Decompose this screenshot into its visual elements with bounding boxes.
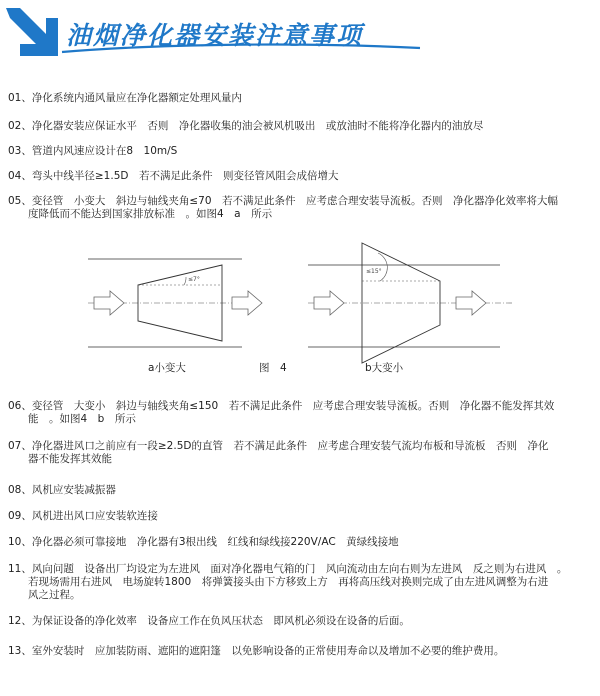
item-text: 净化器安装应保证水平 否则 净化器收集的油会被风机吸出 或放油时不能将净化器内的油放尽: [31, 120, 484, 132]
angle-label-a: ≤7°: [188, 276, 200, 283]
item-text-cont: 能 。如图4 b 所示: [28, 413, 136, 425]
list-item-13: 13、室外安装时 应加装防雨、遮阳的遮阳篷 以免影响设备的正常使用寿命以及增加不必要的维护费用。: [8, 645, 505, 657]
item-text: 变径管 小变大 斜边与轴线夹角≤70 若不满足此条件 应考虑合理安装导流板。否则 净化器净化效率将大幅: [31, 195, 559, 207]
figure-4: [80, 237, 530, 377]
list-item-08: 08、风机应安装减振器: [8, 484, 116, 496]
figure-caption: 图 4: [259, 362, 287, 374]
figure-a-diagram: [88, 259, 262, 347]
item-text: 风机应安装减振器: [31, 484, 116, 496]
item-text: 为保证设备的净化效率 设备应工作在负风压状态 即风机必须设在设备的后面。: [31, 615, 410, 627]
list-item-04: 04、弯头中线半径≥1.5D 若不满足此条件 则变径管风阻会成倍增大: [8, 170, 339, 182]
item-text: 变径管 大变小 斜边与轴线夹角≤150 若不满足此条件 应考虑合理安装导流板。否则 净化器不能发挥其效: [31, 400, 555, 412]
flow-arrow-in-b: [314, 291, 344, 315]
page-header: [0, 0, 600, 62]
figure-label-a: a小变大: [148, 362, 186, 374]
angle-label-b: ≤15°: [366, 268, 382, 275]
item-text-cont-2: 风之过程。: [28, 589, 81, 601]
list-item-03: 03、管道内风速应设计在8 10m/S: [8, 145, 178, 157]
list-item-09: 09、风机进出风口应安装软连接: [8, 510, 158, 522]
item-text: 风向问题 设备出厂均设定为左进风 面对净化器电气箱的门 风向流动由左向右则为左进风 反之则为右进风 。: [31, 563, 568, 575]
figure-b-diagram: [308, 243, 512, 363]
item-text-cont: 器不能发挥其效能: [28, 453, 112, 465]
list-item-10: 10、净化器必须可靠接地 净化器有3根出线 红线和绿线接220V/AC 黄绿线接地: [8, 536, 399, 548]
item-text: 净化器进风口之前应有一段≥2.5D的直管 若不满足此条件 应考虑合理安装气流均布板和导流板 否则 净化: [31, 440, 549, 452]
flow-arrow-in-a: [94, 291, 124, 315]
page-title: 油烟净化器安装注意事项: [66, 21, 364, 50]
item-text-cont: 度降低而不能达到国家排放标准 。如图4 a 所示: [28, 208, 273, 220]
list-item-06: 06、变径管 大变小 斜边与轴线夹角≤150 若不满足此条件 应考虑合理安装导流板。否则 净化器不能发挥其效 能 。如图4 b 所示: [8, 400, 593, 426]
list-item-01: 01、净化系统内通风量应在净化器额定处理风量内: [8, 92, 242, 104]
item-text: 室外安装时 应加装防雨、遮阳的遮阳篷 以免影响设备的正常使用寿命以及增加不必要的维护费用。: [31, 645, 505, 657]
list-item-02: 02、净化器安装应保证水平 否则 净化器收集的油会被风机吸出 或放油时不能将净化器内的油放尽: [8, 120, 484, 132]
item-text: 净化系统内通风量应在净化器额定处理风量内: [31, 92, 242, 104]
list-item-07: 07、净化器进风口之前应有一段≥2.5D的直管 若不满足此条件 应考虑合理安装气流均布板和导流板 否则 净化 器不能发挥其效能: [8, 440, 593, 466]
flow-arrow-out-a: [232, 291, 262, 315]
arrow-down-right-icon: [6, 8, 58, 56]
item-text: 风机进出风口应安装软连接: [31, 510, 158, 522]
item-text: 管道内风速应设计在8 10m/S: [31, 145, 178, 157]
list-item-12: 12、为保证设备的净化效率 设备应工作在负风压状态 即风机必须设在设备的后面。: [8, 615, 410, 627]
list-item-05: 05、变径管 小变大 斜边与轴线夹角≤70 若不满足此条件 应考虑合理安装导流板。否则 净化器净化效率将大幅 度降低而不能达到国家排放标准 。如图4 a 所示: [8, 195, 593, 221]
item-text-cont: 若现场需用右进风 电场旋转1800 将弹簧接头由下方移致上方 再将高压线对换则完成了由左进风调整为右进: [28, 576, 549, 588]
item-text: 净化器必须可靠接地 净化器有3根出线 红线和绿线接220V/AC 黄绿线接地: [31, 536, 399, 548]
item-text: 弯头中线半径≥1.5D 若不满足此条件 则变径管风阻会成倍增大: [31, 170, 339, 182]
list-item-11: 11、风向问题 设备出厂均设定为左进风 面对净化器电气箱的门 风向流动由左向右则为左进风 反之则为右进风 。 若现场需用右进风 电场旋转1800 将弹簧接头由下方移致上方 再将高压线对换则完成了由左进风调整为右进 风之过程。: [8, 563, 593, 602]
figure-4-diagram: [80, 237, 530, 377]
figure-label-b: b大变小: [365, 362, 404, 374]
flow-arrow-out-b: [456, 291, 486, 315]
